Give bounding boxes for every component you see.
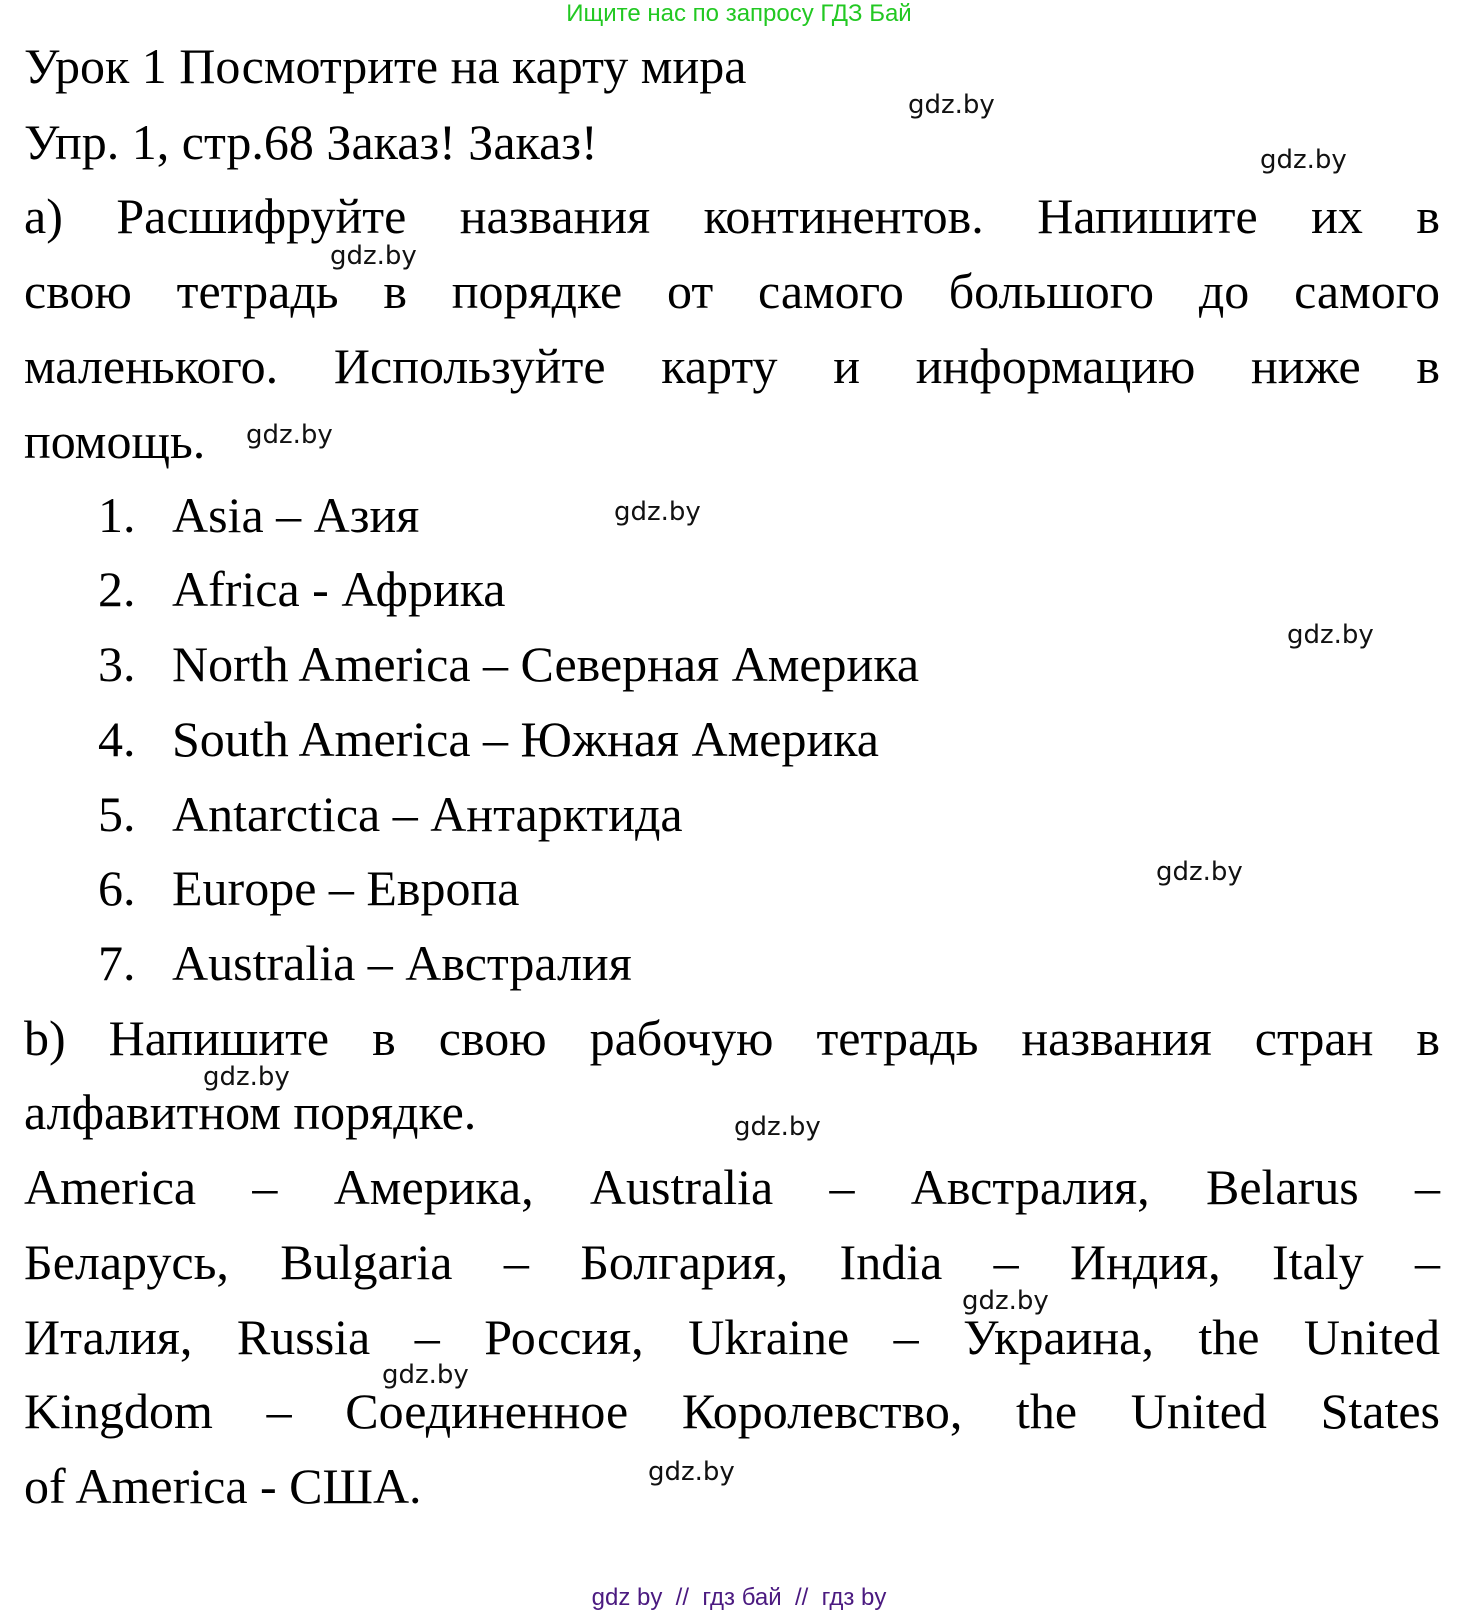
item-text: Asia – Азия <box>172 487 420 543</box>
watermark: gdz.by <box>382 1360 469 1390</box>
search-banner[interactable]: Ищите нас по запросу ГДЗ Бай <box>566 0 912 27</box>
item-number: 3. <box>98 636 136 692</box>
item-number: 4. <box>98 711 136 767</box>
answer-line-1: America – Америка, Australia – Австралия, Belarus – <box>24 1159 1440 1215</box>
item-text: Antarctica – Антарктида <box>172 786 683 842</box>
section-b-line-2: алфавитном порядке. <box>24 1084 477 1140</box>
lesson-title: Урок 1 Посмотрите на карту мира <box>24 38 747 94</box>
item-text: South America – Южная Америка <box>172 711 879 767</box>
watermark: gdz.by <box>1156 857 1243 887</box>
answer-line-5: of America - США. <box>24 1458 422 1514</box>
section-a-line-2: свою тетрадь в порядке от самого большого до самого <box>24 263 1440 319</box>
continent-item <box>98 559 505 619</box>
continent-item <box>98 709 879 769</box>
item-text: North America – Северная Америка <box>172 636 920 692</box>
item-text: Africa - Африка <box>172 561 506 617</box>
watermark: gdz.by <box>962 1286 1049 1316</box>
item-text: Australia – Австралия <box>172 935 632 991</box>
continent-item <box>98 634 919 694</box>
footer-links[interactable]: gdz by // гдз бай // гдз by <box>591 1584 887 1611</box>
section-a-line-4: помощь. <box>24 413 206 469</box>
item-number: 6. <box>98 860 136 916</box>
answer-line-3: Италия, Russia – Россия, Ukraine – Украина, the United <box>24 1309 1440 1365</box>
watermark: gdz.by <box>1287 620 1374 650</box>
item-number: 1. <box>98 487 136 543</box>
watermark: gdz.by <box>330 241 417 271</box>
continent-item <box>98 784 683 844</box>
watermark: gdz.by <box>1260 145 1347 175</box>
item-text: Europe – Европа <box>172 860 520 916</box>
section-a-line-3: маленького. Используйте карту и информацию ниже в <box>24 338 1440 394</box>
exercise-subtitle: Упр. 1, стр.68 Заказ! Заказ! <box>24 114 598 170</box>
continent-item <box>98 858 520 918</box>
answer-line-4: Kingdom – Соединенное Королевство, the United States <box>24 1383 1440 1439</box>
item-number: 2. <box>98 561 136 617</box>
item-number: 5. <box>98 786 136 842</box>
continent-item <box>98 933 632 993</box>
section-b-line-1: b) Напишите в свою рабочую тетрадь названия стран в <box>24 1010 1440 1066</box>
watermark: gdz.by <box>246 420 333 450</box>
watermark: gdz.by <box>648 1457 735 1487</box>
watermark: gdz.by <box>203 1062 290 1092</box>
answer-line-2: Беларусь, Bulgaria – Болгария, India – Индия, Italy – <box>24 1234 1440 1290</box>
watermark: gdz.by <box>614 497 701 527</box>
item-number: 7. <box>98 935 136 991</box>
continent-item <box>98 485 419 545</box>
section-a-line-1: a) Расшифруйте названия континентов. Напишите их в <box>24 188 1440 244</box>
watermark: gdz.by <box>908 90 995 120</box>
watermark: gdz.by <box>734 1112 821 1142</box>
